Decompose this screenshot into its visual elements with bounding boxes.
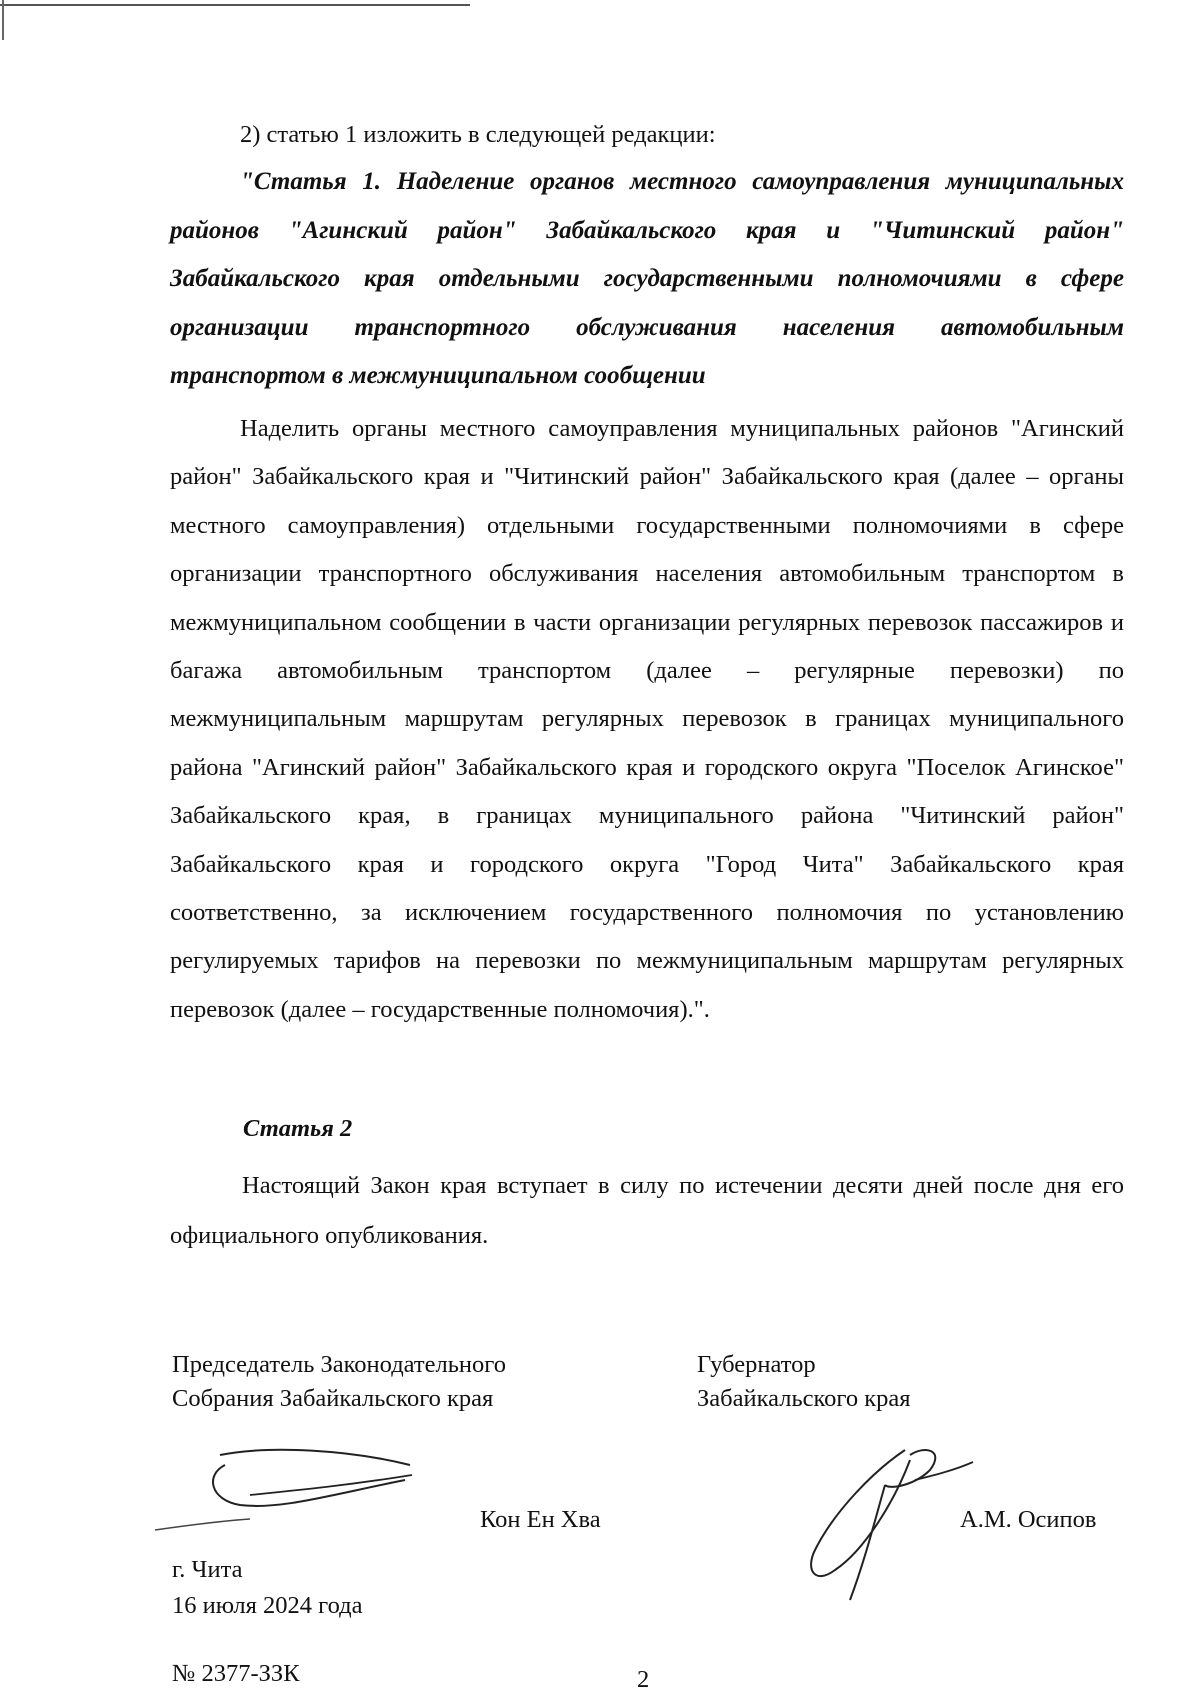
chairman-title-line1: Председатель Законодательного (172, 1351, 506, 1378)
signing-date: 16 июля 2024 года (172, 1592, 363, 1619)
page-number: 2 (637, 1666, 650, 1693)
chairman-name: Кон Ен Хва (480, 1506, 601, 1533)
chairman-title (172, 1348, 506, 1416)
governor-title-line1: Губернатор (697, 1351, 816, 1378)
scan-edge-top (0, 4, 470, 6)
amendment-intro: 2) статью 1 изложить в следующей редакции: (240, 121, 716, 148)
signing-city: г. Чита (172, 1556, 243, 1583)
governor-title (697, 1348, 911, 1416)
governor-name: А.М. Осипов (960, 1506, 1097, 1533)
chairman-title-line2: Собрания Забайкальского края (172, 1385, 494, 1412)
article-2-title: Статья 2 (243, 1115, 353, 1142)
article-1-heading: "Статья 1. Наделение органов местного самоуправления муниципальных районов "Агинский район" Забайкальского края и "Читинский район" Забайкальского края отдельными государственными полномочиями в сфере организации транспортного обслуживания населения автомобильным транспортом в межмуниципальном сообщении (170, 168, 1124, 389)
article-2-body: Настоящий Закон края вступает в силу по истечении десяти дней после дня его официального опубликования. (170, 1172, 1124, 1249)
governor-signature (795, 1440, 975, 1610)
chairman-signature (150, 1435, 420, 1545)
governor-title-line2: Забайкальского края (697, 1385, 911, 1412)
scan-edge-left (2, 0, 4, 40)
law-number: № 2377-ЗЗК (172, 1660, 300, 1687)
article-1-body: Наделить органы местного самоуправления муниципальных районов "Агинский район" Забайкальского края и "Читинский район" Забайкальского края (далее – органы местного самоуправления) отдельными государственными полномочиями в сфере организации транспортного обслуживания населения автомобильным транспортом в межмуниципальном сообщении в части организации регулярных перевозок пассажиров и багажа автомобильным транспортом (далее – регулярные перевозки) по межмуниципальным маршрутам регулярных перевозок в границах муниципального района "Агинский район" Забайкальского края и городского округа "Поселок Агинское" Забайкальского края, в границах муниципального района "Читинский район" Забайкальского края и городского округа "Город Чита" Забайкальского края соответственно, за исключением государственного полномочия по установлению регулируемых тарифов на перевозки по межмуниципальным маршрутам регулярных перевозок (далее – государственные полномочия).". (170, 415, 1124, 1023)
